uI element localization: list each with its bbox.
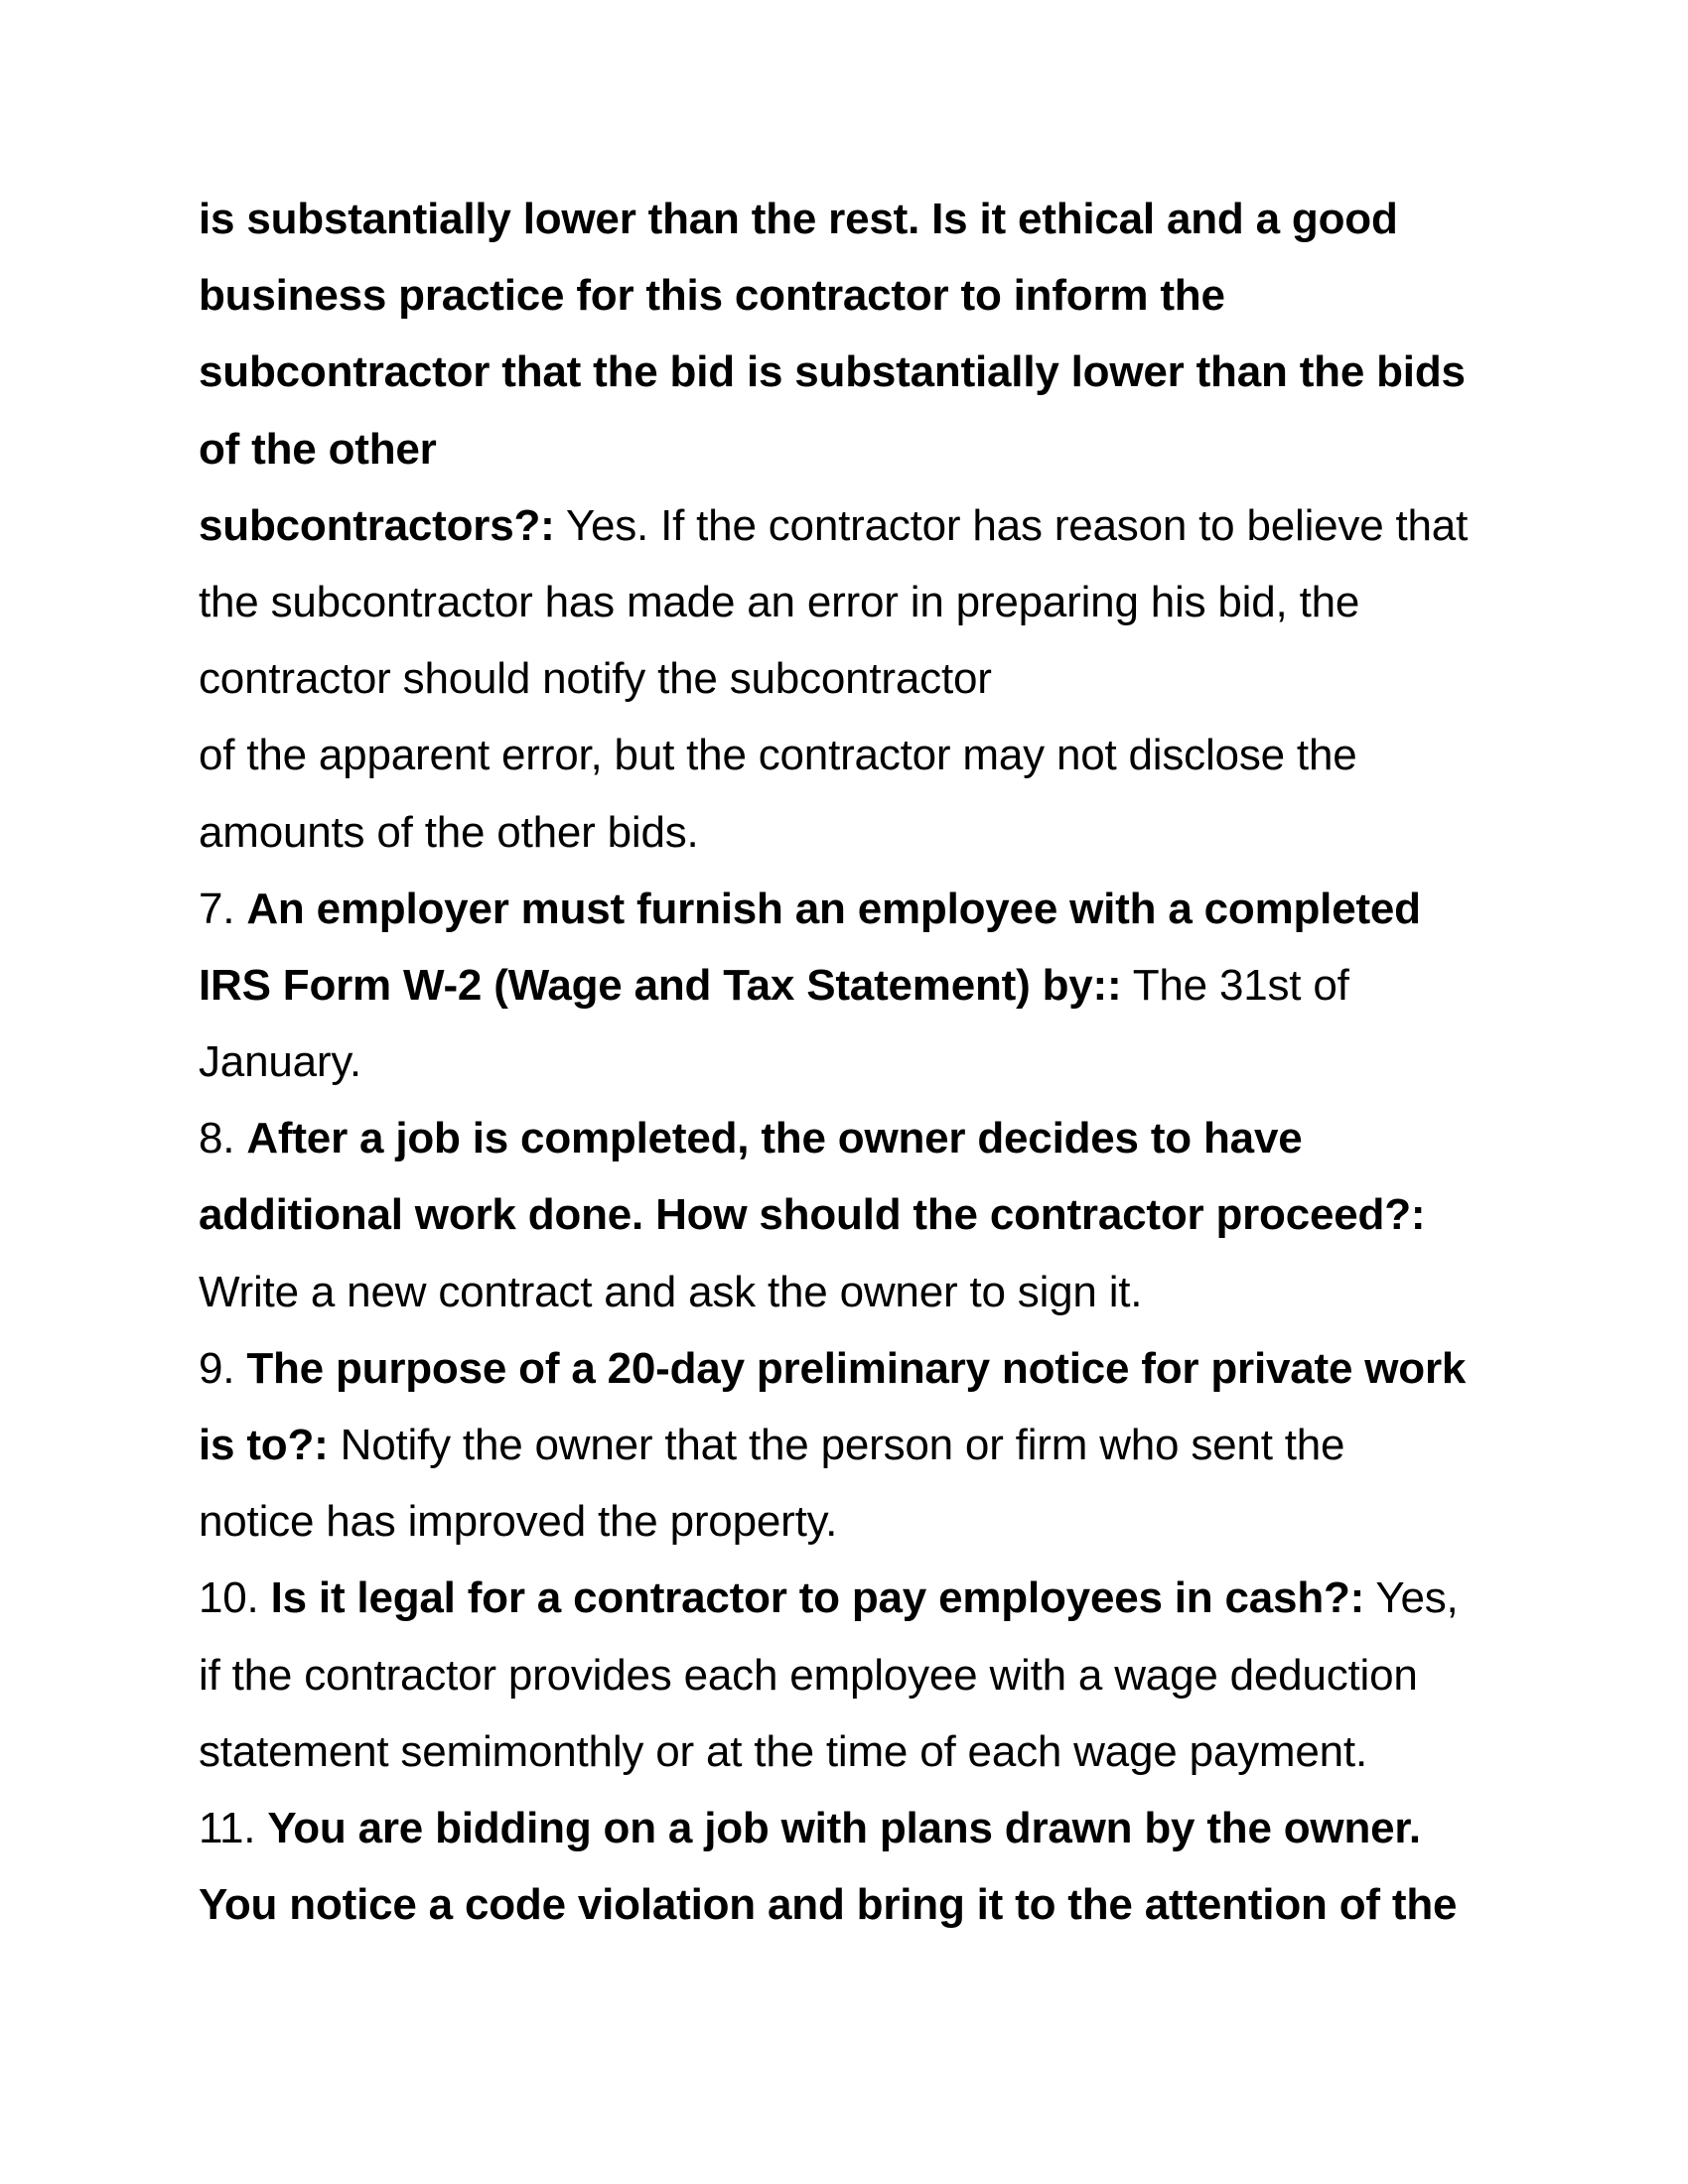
text-line-15 bbox=[199, 1254, 1468, 1330]
bold-text-segment: An employer must furnish an employee with a completed bbox=[246, 884, 1421, 933]
regular-text-segment: January. bbox=[199, 1037, 361, 1087]
text-line-9 bbox=[199, 794, 1468, 871]
text-line-8 bbox=[199, 717, 1468, 793]
regular-text-segment: 8. bbox=[199, 1114, 247, 1163]
regular-text-segment: Notify the owner that the person or firm who sent the bbox=[328, 1421, 1345, 1469]
bold-text-segment: is substantially lower than the rest. Is it ethical and a good bbox=[199, 195, 1398, 243]
regular-text-segment: if the contractor provides each employee with a wage deduction bbox=[199, 1650, 1418, 1700]
regular-text-segment: contractor should notify the subcontractor bbox=[199, 654, 992, 704]
bold-text-segment: is to?: bbox=[199, 1421, 329, 1469]
regular-text-segment: amounts of the other bids. bbox=[199, 807, 699, 857]
regular-text-segment: Yes. If the contractor has reason to believe that bbox=[554, 500, 1469, 550]
bold-text-segment: business practice for this contractor to inform the bbox=[199, 271, 1225, 321]
text-line-3 bbox=[199, 334, 1468, 410]
text-line-21 bbox=[199, 1713, 1468, 1790]
regular-text-segment: 11. bbox=[199, 1803, 268, 1852]
text-line-13 bbox=[199, 1100, 1468, 1176]
bold-text-segment: additional work done. How should the contractor proceed?: bbox=[199, 1190, 1426, 1240]
text-line-14 bbox=[199, 1176, 1468, 1253]
text-line-22 bbox=[199, 1790, 1468, 1866]
bold-text-segment: You are bidding on a job with plans drawn by the owner. bbox=[267, 1803, 1421, 1852]
regular-text-segment: of the apparent error, but the contractor may not disclose the bbox=[199, 731, 1357, 780]
bold-text-segment: After a job is completed, the owner decides to have bbox=[246, 1114, 1303, 1163]
text-line-6 bbox=[199, 564, 1468, 640]
regular-text-segment: statement semimonthly or at the time of each wage payment. bbox=[199, 1726, 1367, 1776]
bold-text-segment: subcontractors?: bbox=[199, 500, 555, 550]
bold-text-segment: You notice a code violation and bring it to the attention of the bbox=[199, 1880, 1458, 1930]
bold-text-segment: of the other bbox=[199, 424, 437, 474]
text-line-11 bbox=[199, 947, 1468, 1024]
bold-text-segment: Is it legal for a contractor to pay employees in cash?: bbox=[270, 1573, 1365, 1623]
text-line-23 bbox=[199, 1866, 1468, 1943]
regular-text-segment: 10. bbox=[199, 1573, 271, 1623]
text-line-2 bbox=[199, 257, 1468, 334]
bold-text-segment: subcontractor that the bid is substantially lower than the bids bbox=[199, 347, 1466, 397]
text-line-18 bbox=[199, 1483, 1468, 1560]
text-line-12 bbox=[199, 1024, 1468, 1100]
regular-text-segment: Yes, bbox=[1364, 1573, 1459, 1623]
text-line-20 bbox=[199, 1637, 1468, 1713]
text-line-16 bbox=[199, 1330, 1468, 1407]
document-text-column bbox=[199, 181, 1468, 1943]
text-line-10 bbox=[199, 871, 1468, 947]
bold-text-segment: The purpose of a 20-day preliminary notice for private work bbox=[246, 1343, 1467, 1393]
regular-text-segment: the subcontractor has made an error in preparing his bid, the bbox=[199, 577, 1360, 626]
regular-text-segment: Write a new contract and ask the owner to sign it. bbox=[199, 1267, 1143, 1316]
regular-text-segment: notice has improved the property. bbox=[199, 1497, 838, 1547]
regular-text-segment: 9. bbox=[199, 1343, 247, 1393]
text-line-7 bbox=[199, 640, 1468, 717]
text-line-19 bbox=[199, 1560, 1468, 1636]
text-line-5 bbox=[199, 487, 1468, 564]
regular-text-segment: 7. bbox=[199, 884, 247, 933]
regular-text-segment: The 31st of bbox=[1121, 960, 1349, 1010]
text-line-17 bbox=[199, 1407, 1468, 1483]
text-line-4 bbox=[199, 411, 1468, 487]
bold-text-segment: IRS Form W-2 (Wage and Tax Statement) by:: bbox=[199, 960, 1122, 1010]
text-line-1 bbox=[199, 181, 1468, 257]
